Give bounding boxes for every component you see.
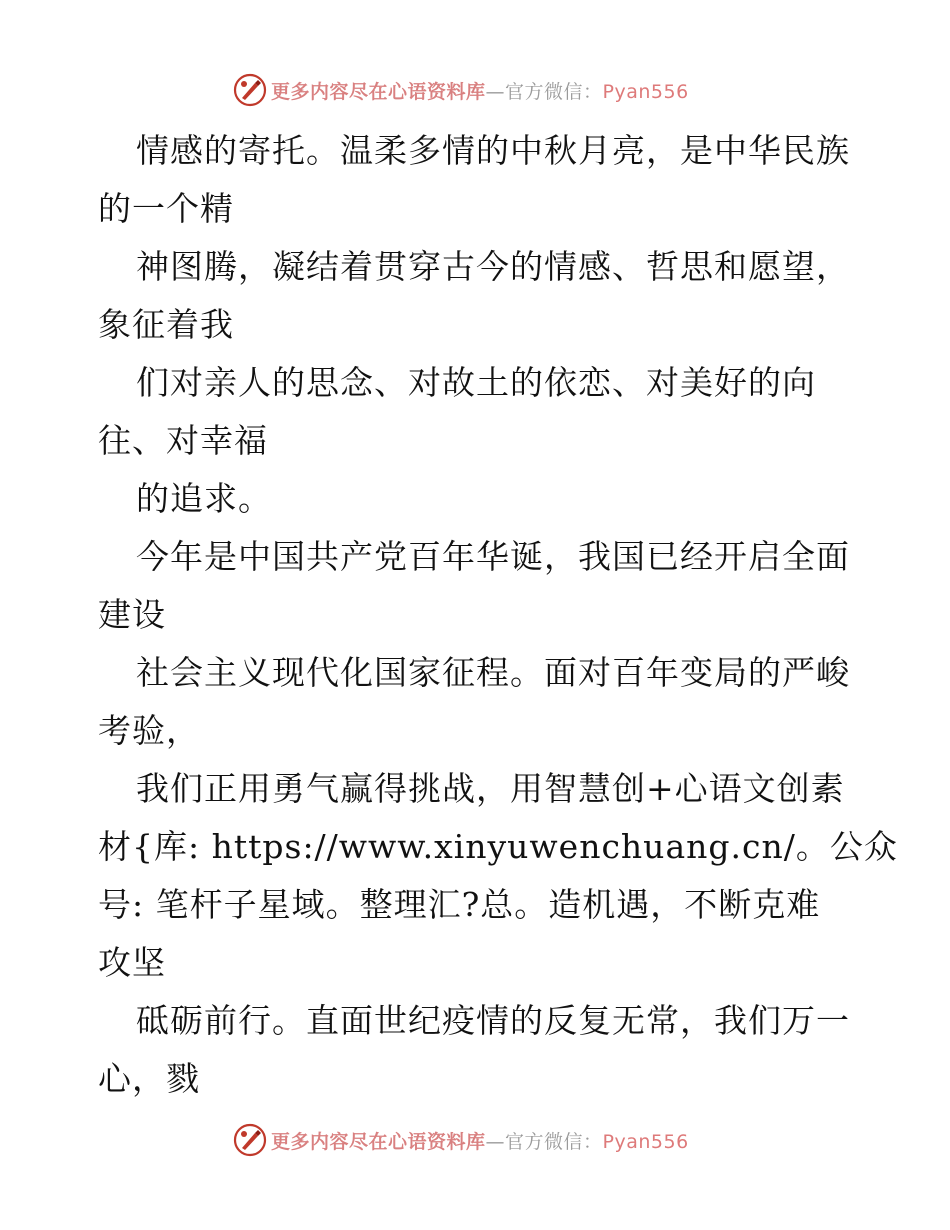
text-line: 砥砺前行。直面世纪疫情的反复无常，我们万一 xyxy=(136,1001,850,1040)
watermark-wechat-label: 官方微信： xyxy=(505,1130,603,1153)
text-line: 的一个精 xyxy=(98,189,234,228)
text-line: 象征着我 xyxy=(98,305,234,344)
watermark-red-text: 更多内容尽在心语资料库 xyxy=(271,80,486,103)
text-line: 们对亲人的思念、对故土的依恋、对美好的向 xyxy=(136,363,816,402)
document-body xyxy=(98,122,898,1108)
watermark-wechat-label: 官方微信： xyxy=(505,80,603,103)
watermark-wechat-id: Pyan556 xyxy=(602,1130,689,1153)
text-line: 往、对幸福 xyxy=(98,421,268,460)
text-line: 材{库: https://www.xinyuwenchuang.cn/。公众 xyxy=(98,827,898,866)
header-watermark xyxy=(233,72,689,108)
text-line: 神图腾，凝结着贯穿古今的情感、哲思和愿望， xyxy=(136,247,850,286)
text-line: 的追求。 xyxy=(136,479,272,518)
watermark-dash: — xyxy=(485,1130,506,1153)
pen-logo-icon xyxy=(233,73,267,107)
watermark-wechat-id: Pyan556 xyxy=(602,80,689,103)
text-line: 我们正用勇气赢得挑战，用智慧创+心语文创素 xyxy=(136,769,845,808)
text-line: 号: 笔杆子星域。整理汇?总。造机遇，不断克难 xyxy=(98,885,821,924)
text-line: 社会主义现代化国家征程。面对百年变局的严峻 xyxy=(136,653,850,692)
text-line: 情感的寄托。温柔多情的中秋月亮，是中华民族 xyxy=(136,131,850,170)
text-line: 考验， xyxy=(98,711,200,750)
watermark-red-text: 更多内容尽在心语资料库 xyxy=(271,1130,486,1153)
watermark-dash: — xyxy=(485,80,506,103)
text-line: 今年是中国共产党百年华诞，我国已经开启全面 xyxy=(136,537,850,576)
text-line: 建设 xyxy=(98,595,166,634)
text-line: 攻坚 xyxy=(98,943,166,982)
pen-logo-icon xyxy=(233,1123,267,1157)
footer-watermark xyxy=(233,1122,689,1158)
text-line: 心，戮 xyxy=(98,1059,200,1098)
